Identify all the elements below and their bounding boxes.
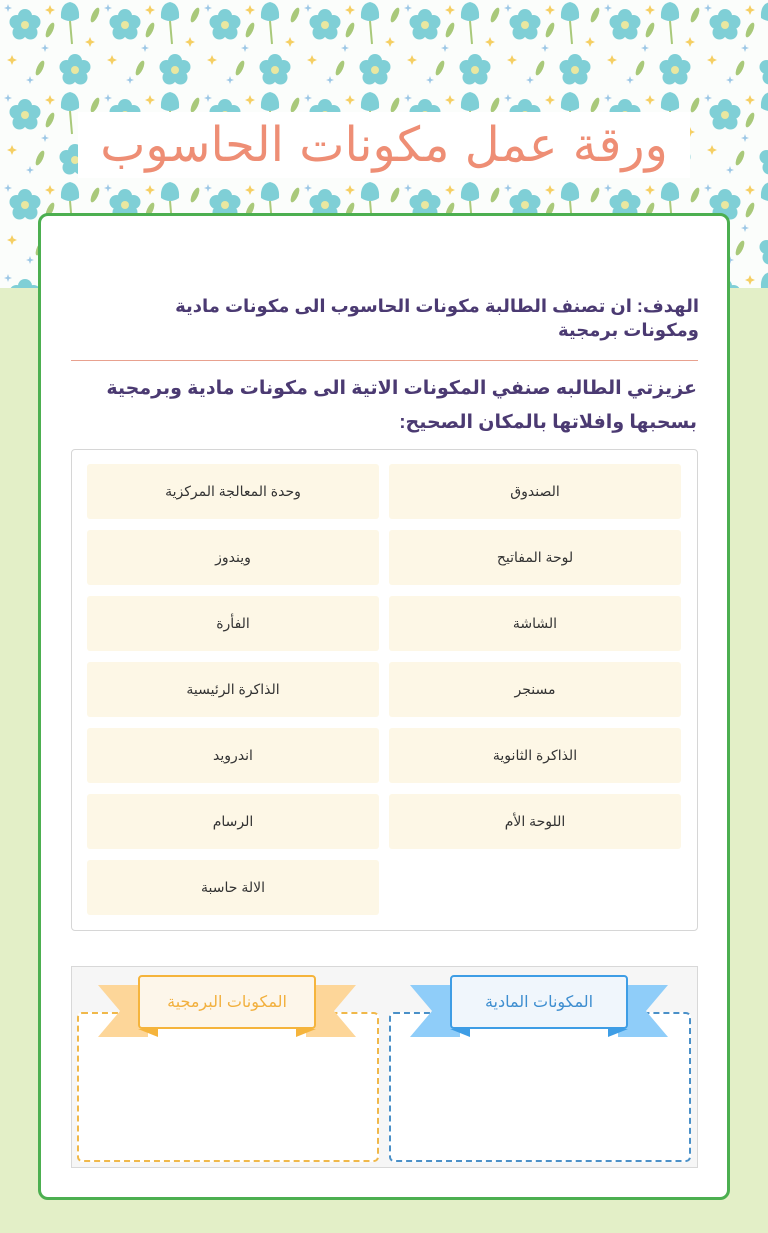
divider <box>71 360 698 361</box>
software-ribbon <box>98 975 356 1039</box>
hardware-zone-label: المكونات المادية <box>450 975 628 1029</box>
draggable-items-container <box>71 449 698 931</box>
draggable-item[interactable]: الرسام <box>87 794 379 849</box>
worksheet-goal: الهدف: ان تصنف الطالبة مكونات الحاسوب الى مكونات مادية ومكونات برمجية <box>175 296 699 340</box>
draggable-item[interactable]: الالة حاسبة <box>87 860 379 915</box>
worksheet-card <box>38 213 730 1200</box>
draggable-item[interactable]: الفأرة <box>87 596 379 651</box>
software-zone-label: المكونات البرمجية <box>138 975 316 1029</box>
hardware-ribbon <box>410 975 668 1039</box>
draggable-item[interactable]: الذاكرة الرئيسية <box>87 662 379 717</box>
draggable-item[interactable]: اندرويد <box>87 728 379 783</box>
draggable-item[interactable]: مسنجر <box>389 662 681 717</box>
worksheet-instruction: عزيزتي الطالبه صنفي المكونات الاتية الى مكونات مادية وبرمجية بسحبها وافلاتها بالمكان الصحيح: <box>106 378 697 433</box>
draggable-item[interactable]: اللوحة الأم <box>389 794 681 849</box>
draggable-item[interactable]: الصندوق <box>389 464 681 519</box>
draggable-item[interactable]: وحدة المعالجة المركزية <box>87 464 379 519</box>
page-title: ورقة عمل مكونات الحاسوب <box>100 117 668 173</box>
draggable-item[interactable]: ويندوز <box>87 530 379 585</box>
drop-area <box>71 966 698 1168</box>
title-banner <box>78 112 690 178</box>
draggable-item[interactable]: الذاكرة الثانوية <box>389 728 681 783</box>
draggable-item[interactable]: الشاشة <box>389 596 681 651</box>
draggable-item[interactable]: لوحة المفاتيح <box>389 530 681 585</box>
